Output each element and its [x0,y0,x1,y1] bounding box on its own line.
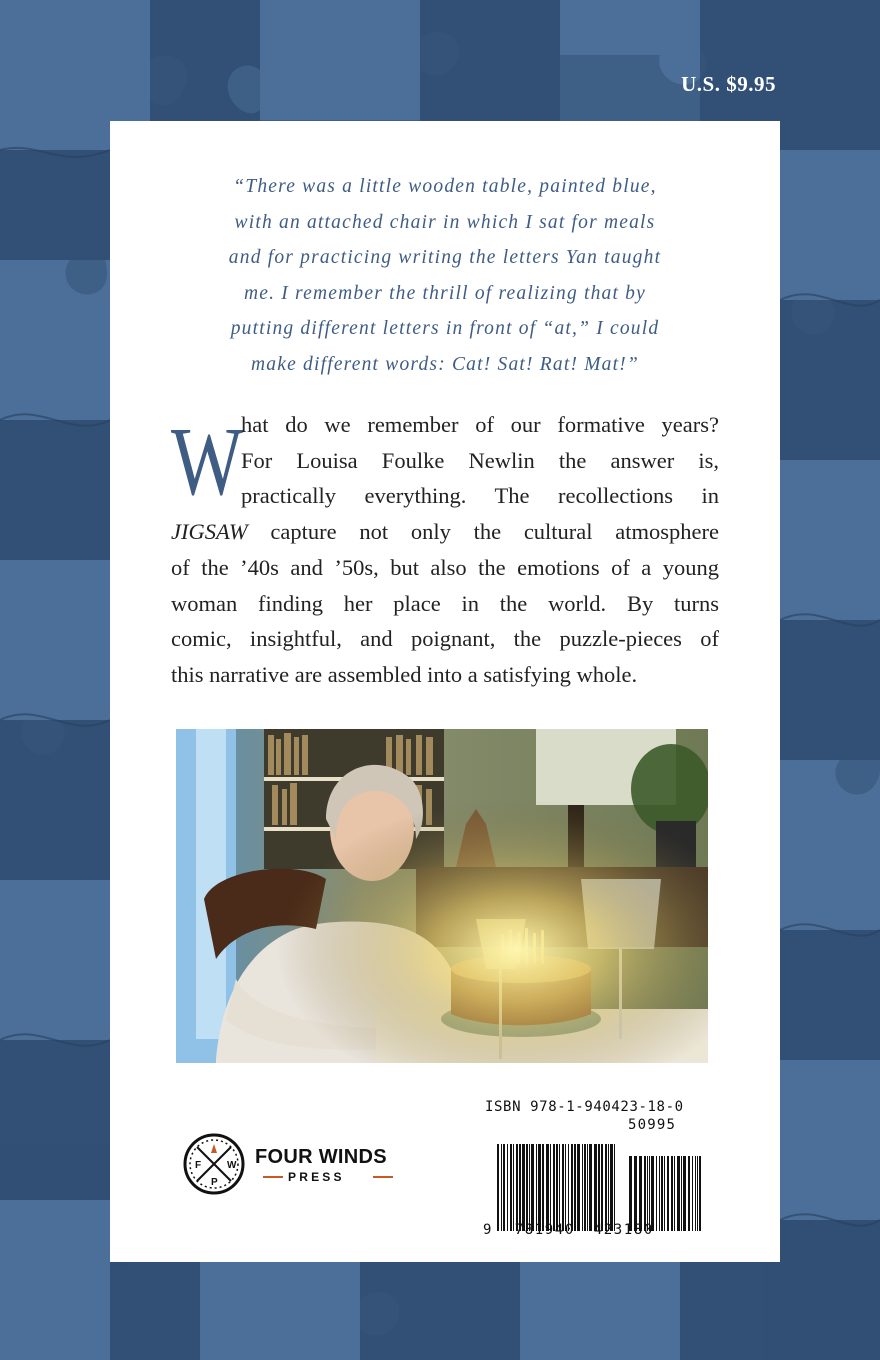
quote-line: make different words: Cat! Sat! Rat! Mat!” [251,353,639,375]
barcode-bar [565,1144,566,1231]
barcode-bar [683,1156,686,1231]
barcode-bar [497,1144,499,1231]
barcode-bar [501,1144,502,1231]
barcode-bar [608,1144,609,1231]
barcode-bar [546,1144,549,1231]
barcode-bar [582,1144,583,1231]
description-line: of the ’40s and ’50s, but also the emotions of a young [171,554,719,580]
barcode-bar [529,1144,530,1231]
barcode-bar [587,1144,588,1231]
description-line: woman finding her place in the world. By turns [171,590,719,616]
barcode-bar [649,1156,650,1231]
barcode-bar [659,1156,660,1231]
compass-letter-f: F [195,1160,202,1171]
barcode-bar [542,1144,544,1231]
barcode-bar [601,1144,603,1231]
barcode-bar [571,1144,573,1231]
publisher-logo [183,1133,413,1197]
barcode-bar [605,1144,607,1231]
barcode-bar [677,1156,680,1231]
barcode-bar [568,1144,569,1231]
quote-line: “There was a little wooden table, painted blue, [233,176,657,197]
barcode-bar [674,1156,675,1231]
barcode-bar [647,1156,648,1231]
barcode-bar [695,1156,696,1231]
barcode-bar [629,1156,632,1231]
quote-line: putting different letters in front of “at,” I could [230,318,660,340]
barcode-bar [681,1156,682,1231]
quote-line: me. I remember the thrill of realizing that by [244,282,646,304]
barcode-bar [699,1156,701,1231]
barcode-bar [598,1144,600,1231]
compass-letter-w: W [227,1160,237,1171]
book-description [171,407,719,693]
barcode-bar [519,1144,521,1231]
logo-dash-right [373,1176,393,1178]
description-line: For Louisa Foulke Newlin the answer is, [241,447,719,473]
barcode-bar [610,1144,613,1231]
barcode-bar [584,1144,586,1231]
drop-cap: W [171,408,244,516]
barcode-digit-group-2: 423180 [593,1222,654,1238]
barcode-bar [614,1144,615,1231]
barcode-bar [577,1144,580,1231]
barcode-bar [531,1144,534,1231]
barcode-bar [634,1156,637,1231]
barcode-bar [522,1144,525,1231]
barcode-bar [656,1156,657,1231]
barcode-bar [589,1144,592,1231]
barcode-bar [667,1156,669,1231]
barcode-bar [661,1156,663,1231]
barcode-bar [556,1144,558,1231]
description-line [171,514,719,550]
pull-quote [150,169,740,383]
barcode-bar [688,1156,690,1231]
description-line: comic, insightful, and poignant, the puzzle-pieces of [171,626,719,652]
barcode-bar [526,1144,528,1231]
description-line: this narrative are assembled into a satisfying whole. [171,661,638,687]
barcode-bar [516,1144,518,1231]
barcode-bar [562,1144,564,1231]
publisher-subtitle: PRESS [288,1170,345,1184]
barcode-bar [664,1156,665,1231]
barcode-digits [483,1222,654,1238]
barcode-bar [507,1144,508,1231]
barcode-digit-group-1: 781940 [514,1222,575,1238]
back-cover-panel [110,121,780,1262]
barcode-bar [553,1144,555,1231]
barcode-bar [639,1156,642,1231]
isbn-label: ISBN 978-1-940423-18-0 [485,1099,684,1115]
logo-dash-left [263,1176,283,1178]
barcode-bar [503,1144,505,1231]
quote-line: and for practicing writing the letters Yan taught [228,247,662,269]
barcode-bar [574,1144,576,1231]
barcode-bar [651,1156,654,1231]
barcode-digit-first: 9 [483,1222,492,1238]
barcode-bar [671,1156,673,1231]
description-text: capture not only the cultural atmosphere [247,519,719,545]
barcode-bar [513,1144,514,1231]
author-birthday-photo [176,729,708,1063]
barcode-bar [697,1156,698,1231]
compass-icon [183,1133,245,1195]
publisher-name: FOUR WINDS [255,1146,387,1168]
description-line: practically everything. The recollections in [241,483,719,509]
barcode-bar [536,1144,537,1231]
barcode-bar [644,1156,646,1231]
barcode-bar [559,1144,560,1231]
barcode-bar [510,1144,512,1231]
barcode-bar [538,1144,541,1231]
description-line: hat do we remember of our formative years? [241,412,719,437]
barcode-bar [692,1156,693,1231]
compass-letter-p: P [211,1177,218,1188]
price-addon-number: 50995 [628,1117,677,1133]
price-label: U.S. $9.95 [681,72,776,96]
quote-line: with an attached chair in which I sat for meals [234,211,656,233]
book-title-italic: JIGSAW [171,519,248,545]
barcode-bar [550,1144,551,1231]
barcode-bar [594,1144,597,1231]
